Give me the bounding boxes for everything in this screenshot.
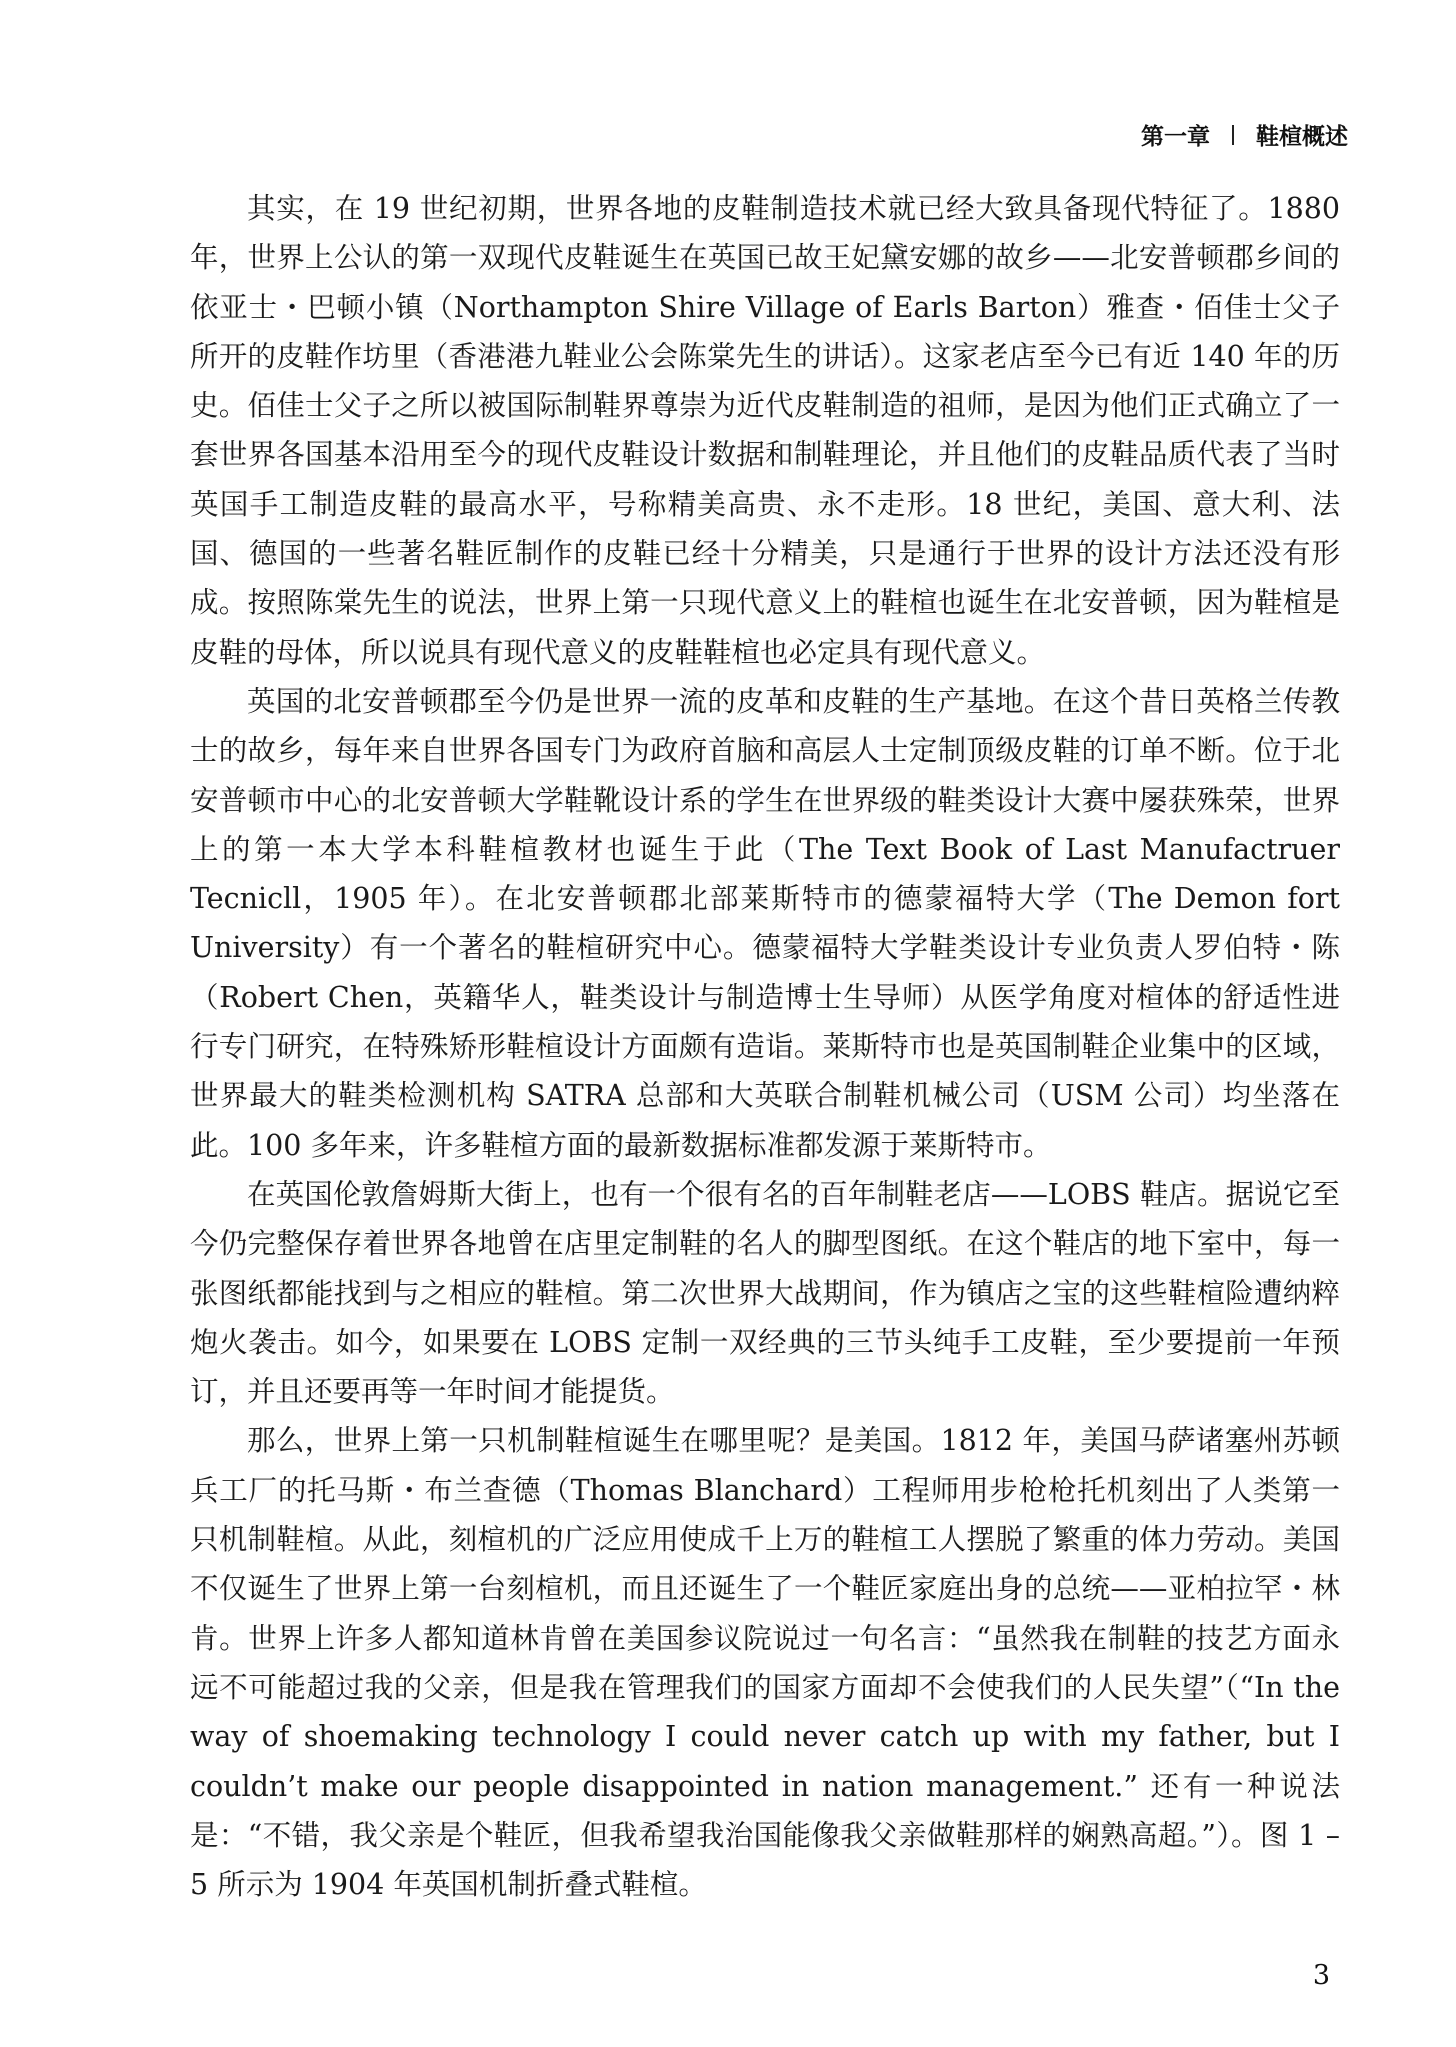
body-text [190, 184, 1340, 1909]
running-header [1141, 118, 1348, 151]
chapter-label: 第一章 [1141, 124, 1210, 150]
chapter-title: 鞋楦概述 [1256, 124, 1348, 150]
header-separator [1232, 125, 1234, 145]
paragraph: 在英国伦敦詹姆斯大街上，也有一个很有名的百年制鞋老店——LOBS 鞋店。据说它至今仍完整保存着世界各地曾在店里定制鞋的名人的脚型图纸。在这个鞋店的地下室中，每一张图纸都能找到与之相应的鞋楦。第二次世界大战期间，作为镇店之宝的这些鞋楦险遭纳粹炮火袭击。如今，如果要在 LOBS 定制一双经典的三节头纯手工皮鞋，至少要提前一年预订，并且还要再等一年时间才能提货。 [190, 1177, 1340, 1409]
paragraph: 其实，在 19 世纪初期，世界各地的皮鞋制造技术就已经大致具备现代特征了。1880 年，世界上公认的第一双现代皮鞋诞生在英国已故王妃黛安娜的故乡——北安普顿郡乡间的依亚士・巴顿小镇（Northampton Shire Village of Earls Barton）雅查・佰佳士父子所开的皮鞋作坊里（香港港九鞋业公会陈棠先生的讲话）。这家老店至今已有近 140 年的历史。佰佳士父子之所以被国际制鞋界尊崇为近代皮鞋制造的祖师，是因为他们正式确立了一套世界各国基本沿用至今的现代皮鞋设计数据和制鞋理论，并且他们的皮鞋品质代表了当时英国手工制造皮鞋的最高水平，号称精美高贵、永不走形。18 世纪，美国、意大利、法国、德国的一些著名鞋匠制作的皮鞋已经十分精美，只是通行于世界的设计方法还没有形成。按照陈棠先生的说法，世界上第一只现代意义上的鞋楦也诞生在北安普顿，因为鞋楦是皮鞋的母体，所以说具有现代意义的皮鞋鞋楦也必定具有现代意义。 [190, 192, 1340, 669]
paragraph: 那么，世界上第一只机制鞋楦诞生在哪里呢？是美国。1812 年，美国马萨诸塞州苏顿兵工厂的托马斯・布兰查德（Thomas Blanchard）工程师用步枪枪托机刻出了人类第一只机制鞋楦。从此，刻楦机的广泛应用使成千上万的鞋楦工人摆脱了繁重的体力劳动。美国不仅诞生了世界上第一台刻楦机，而且还诞生了一个鞋匠家庭出身的总统——亚柏拉罕・林肯。世界上许多人都知道林肯曾在美国参议院说过一句名言：“虽然我在制鞋的技艺方面永远不可能超过我的父亲，但是我在管理我们的国家方面却不会使我们的人民失望”（“In the way of shoemaking technology I could never catch up with my father, but I couldn’t make our people disappointed in nation management.” 还有一种说法是：“不错，我父亲是个鞋匠，但我希望我治国能像我父亲做鞋那样的娴熟高超。”）。图 1 – 5 所示为 1904 年英国机制折叠式鞋楦。 [190, 1424, 1340, 1902]
page-number: 3 [1312, 1960, 1330, 1991]
paragraph: 英国的北安普顿郡至今仍是世界一流的皮革和皮鞋的生产基地。在这个昔日英格兰传教士的故乡，每年来自世界各国专门为政府首脑和高层人士定制顶级皮鞋的订单不断。位于北安普顿市中心的北安普顿大学鞋靴设计系的学生在世界级的鞋类设计大赛中屡获殊荣，世界上的第一本大学本科鞋楦教材也诞生于此（The Text Book of Last Manufactruer Tecnicll，1905 年）。在北安普顿郡北部莱斯特市的德蒙福特大学（The Demon fort University）有一个著名的鞋楦研究中心。德蒙福特大学鞋类设计专业负责人罗伯特・陈（Robert Chen，英籍华人，鞋类设计与制造博士生导师）从医学角度对楦体的舒适性进行专门研究，在特殊矫形鞋楦设计方面颇有造诣。莱斯特市也是英国制鞋企业集中的区域，世界最大的鞋类检测机构 SATRA 总部和大英联合制鞋机械公司（USM 公司）均坐落在此。100 多年来，许多鞋楦方面的最新数据标准都发源于莱斯特市。 [190, 684, 1340, 1162]
